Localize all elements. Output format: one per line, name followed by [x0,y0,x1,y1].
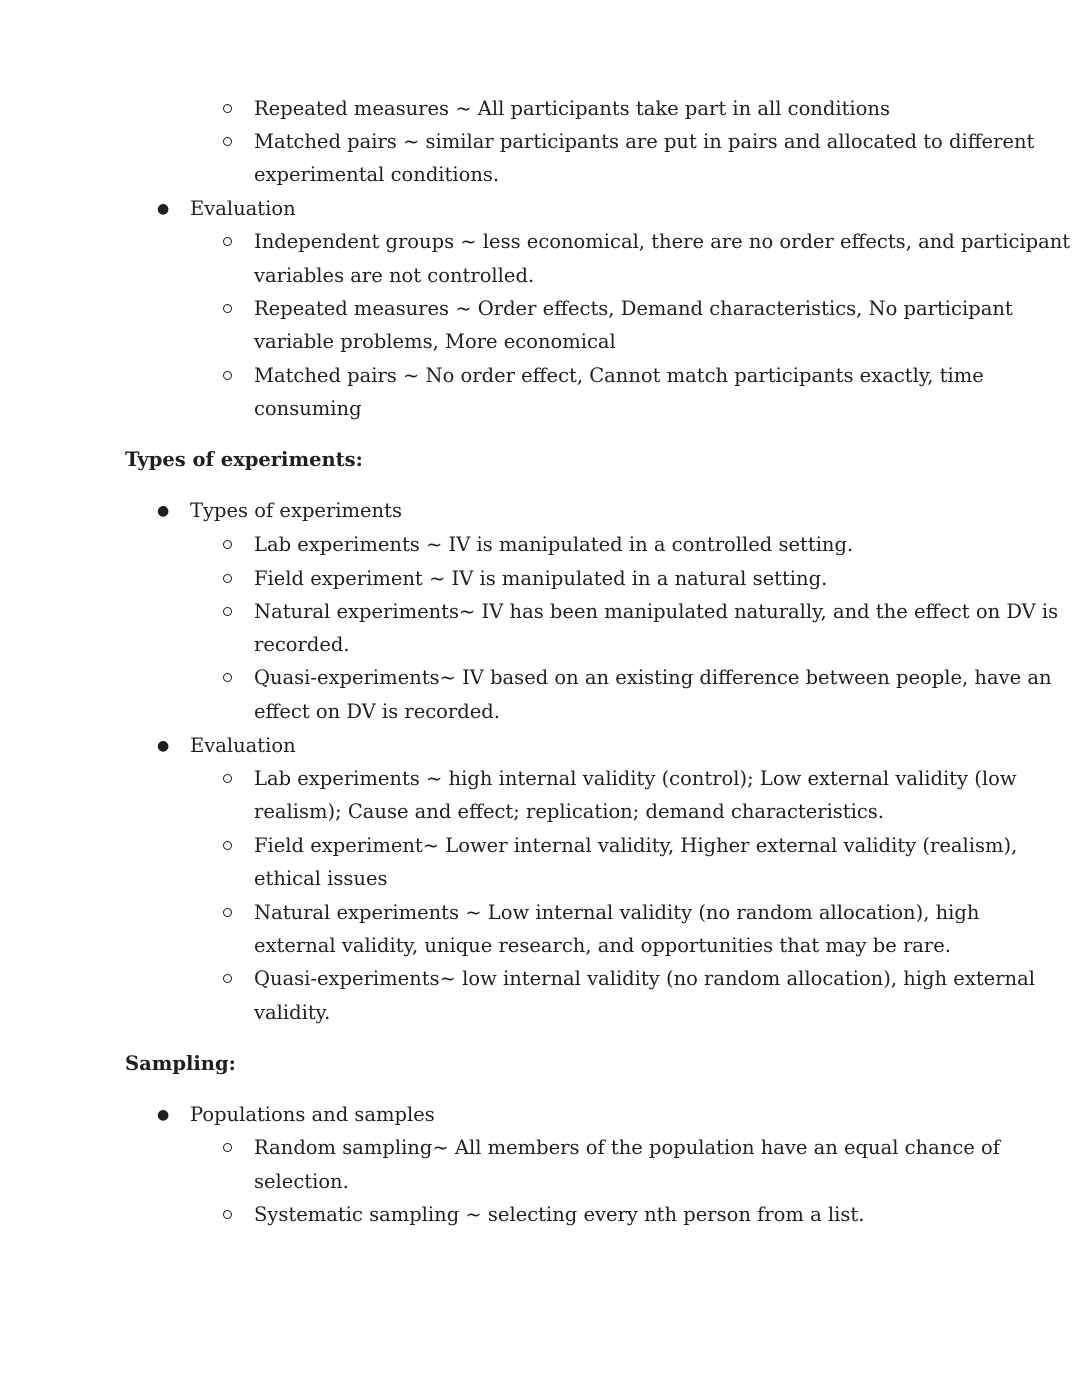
list-item: Matched pairs ~ similar participants are put in pairs and allocated to different [254,130,1035,153]
bullet-item: Evaluation [190,734,296,757]
list-circle-icon [223,371,232,380]
list-circle-icon [223,540,232,549]
list-item: Quasi-experiments~ IV based on an existing difference between people, have an [254,666,1052,689]
bullet-icon: ● [157,738,170,754]
list-circle-icon [223,104,232,113]
bullet-icon: ● [157,503,170,519]
list-circle-icon [223,908,232,917]
list-item-continued: external validity, unique research, and opportunities that may be rare. [254,934,951,957]
bullet-icon: ● [157,201,170,217]
list-circle-icon [223,841,232,850]
list-item: Field experiment ~ IV is manipulated in a natural setting. [254,567,828,590]
list-circle-icon [223,1143,232,1152]
list-item: Natural experiments~ IV has been manipulated naturally, and the effect on DV is [254,600,1059,623]
bullet-item: Types of experiments [190,499,402,522]
list-circle-icon [223,574,232,583]
list-item-continued: variables are not controlled. [254,264,535,287]
bullet-icon: ● [157,1107,170,1123]
list-item-continued: selection. [254,1170,349,1193]
list-circle-icon [223,673,232,682]
list-item: Random sampling~ All members of the population have an equal chance of [254,1136,1000,1159]
list-circle-icon [223,974,232,983]
list-item: Independent groups ~ less economical, there are no order effects, and participant [254,230,1071,253]
list-item-continued: ethical issues [254,867,388,890]
bullet-item: Evaluation [190,197,296,220]
list-item: Systematic sampling ~ selecting every nth person from a list. [254,1203,865,1226]
list-item-continued: variable problems, More economical [254,330,616,353]
list-circle-icon [223,774,232,783]
list-item: Field experiment~ Lower internal validity, Higher external validity (realism), [254,834,1018,857]
list-circle-icon [223,1210,232,1219]
list-item: Quasi-experiments~ low internal validity (no random allocation), high external [254,967,1035,990]
list-item-continued: experimental conditions. [254,163,500,186]
list-circle-icon [223,137,232,146]
section-heading: Types of experiments: [125,448,363,471]
list-item-continued: realism); Cause and effect; replication; demand characteristics. [254,800,885,823]
list-item-continued: validity. [254,1001,331,1024]
list-item: Repeated measures ~ All participants take part in all conditions [254,97,890,120]
list-circle-icon [223,237,232,246]
bullet-item: Populations and samples [190,1103,435,1126]
list-item-continued: effect on DV is recorded. [254,700,500,723]
list-circle-icon [223,304,232,313]
list-item: Lab experiments ~ IV is manipulated in a controlled setting. [254,533,854,556]
list-item-continued: consuming [254,397,362,420]
list-item: Lab experiments ~ high internal validity (control); Low external validity (low [254,767,1017,790]
list-item-continued: recorded. [254,633,350,656]
list-item: Repeated measures ~ Order effects, Demand characteristics, No participant [254,297,1013,320]
list-circle-icon [223,607,232,616]
section-heading: Sampling: [125,1052,236,1075]
list-item: Natural experiments ~ Low internal validity (no random allocation), high [254,901,980,924]
list-item: Matched pairs ~ No order effect, Cannot match participants exactly, time [254,364,984,387]
